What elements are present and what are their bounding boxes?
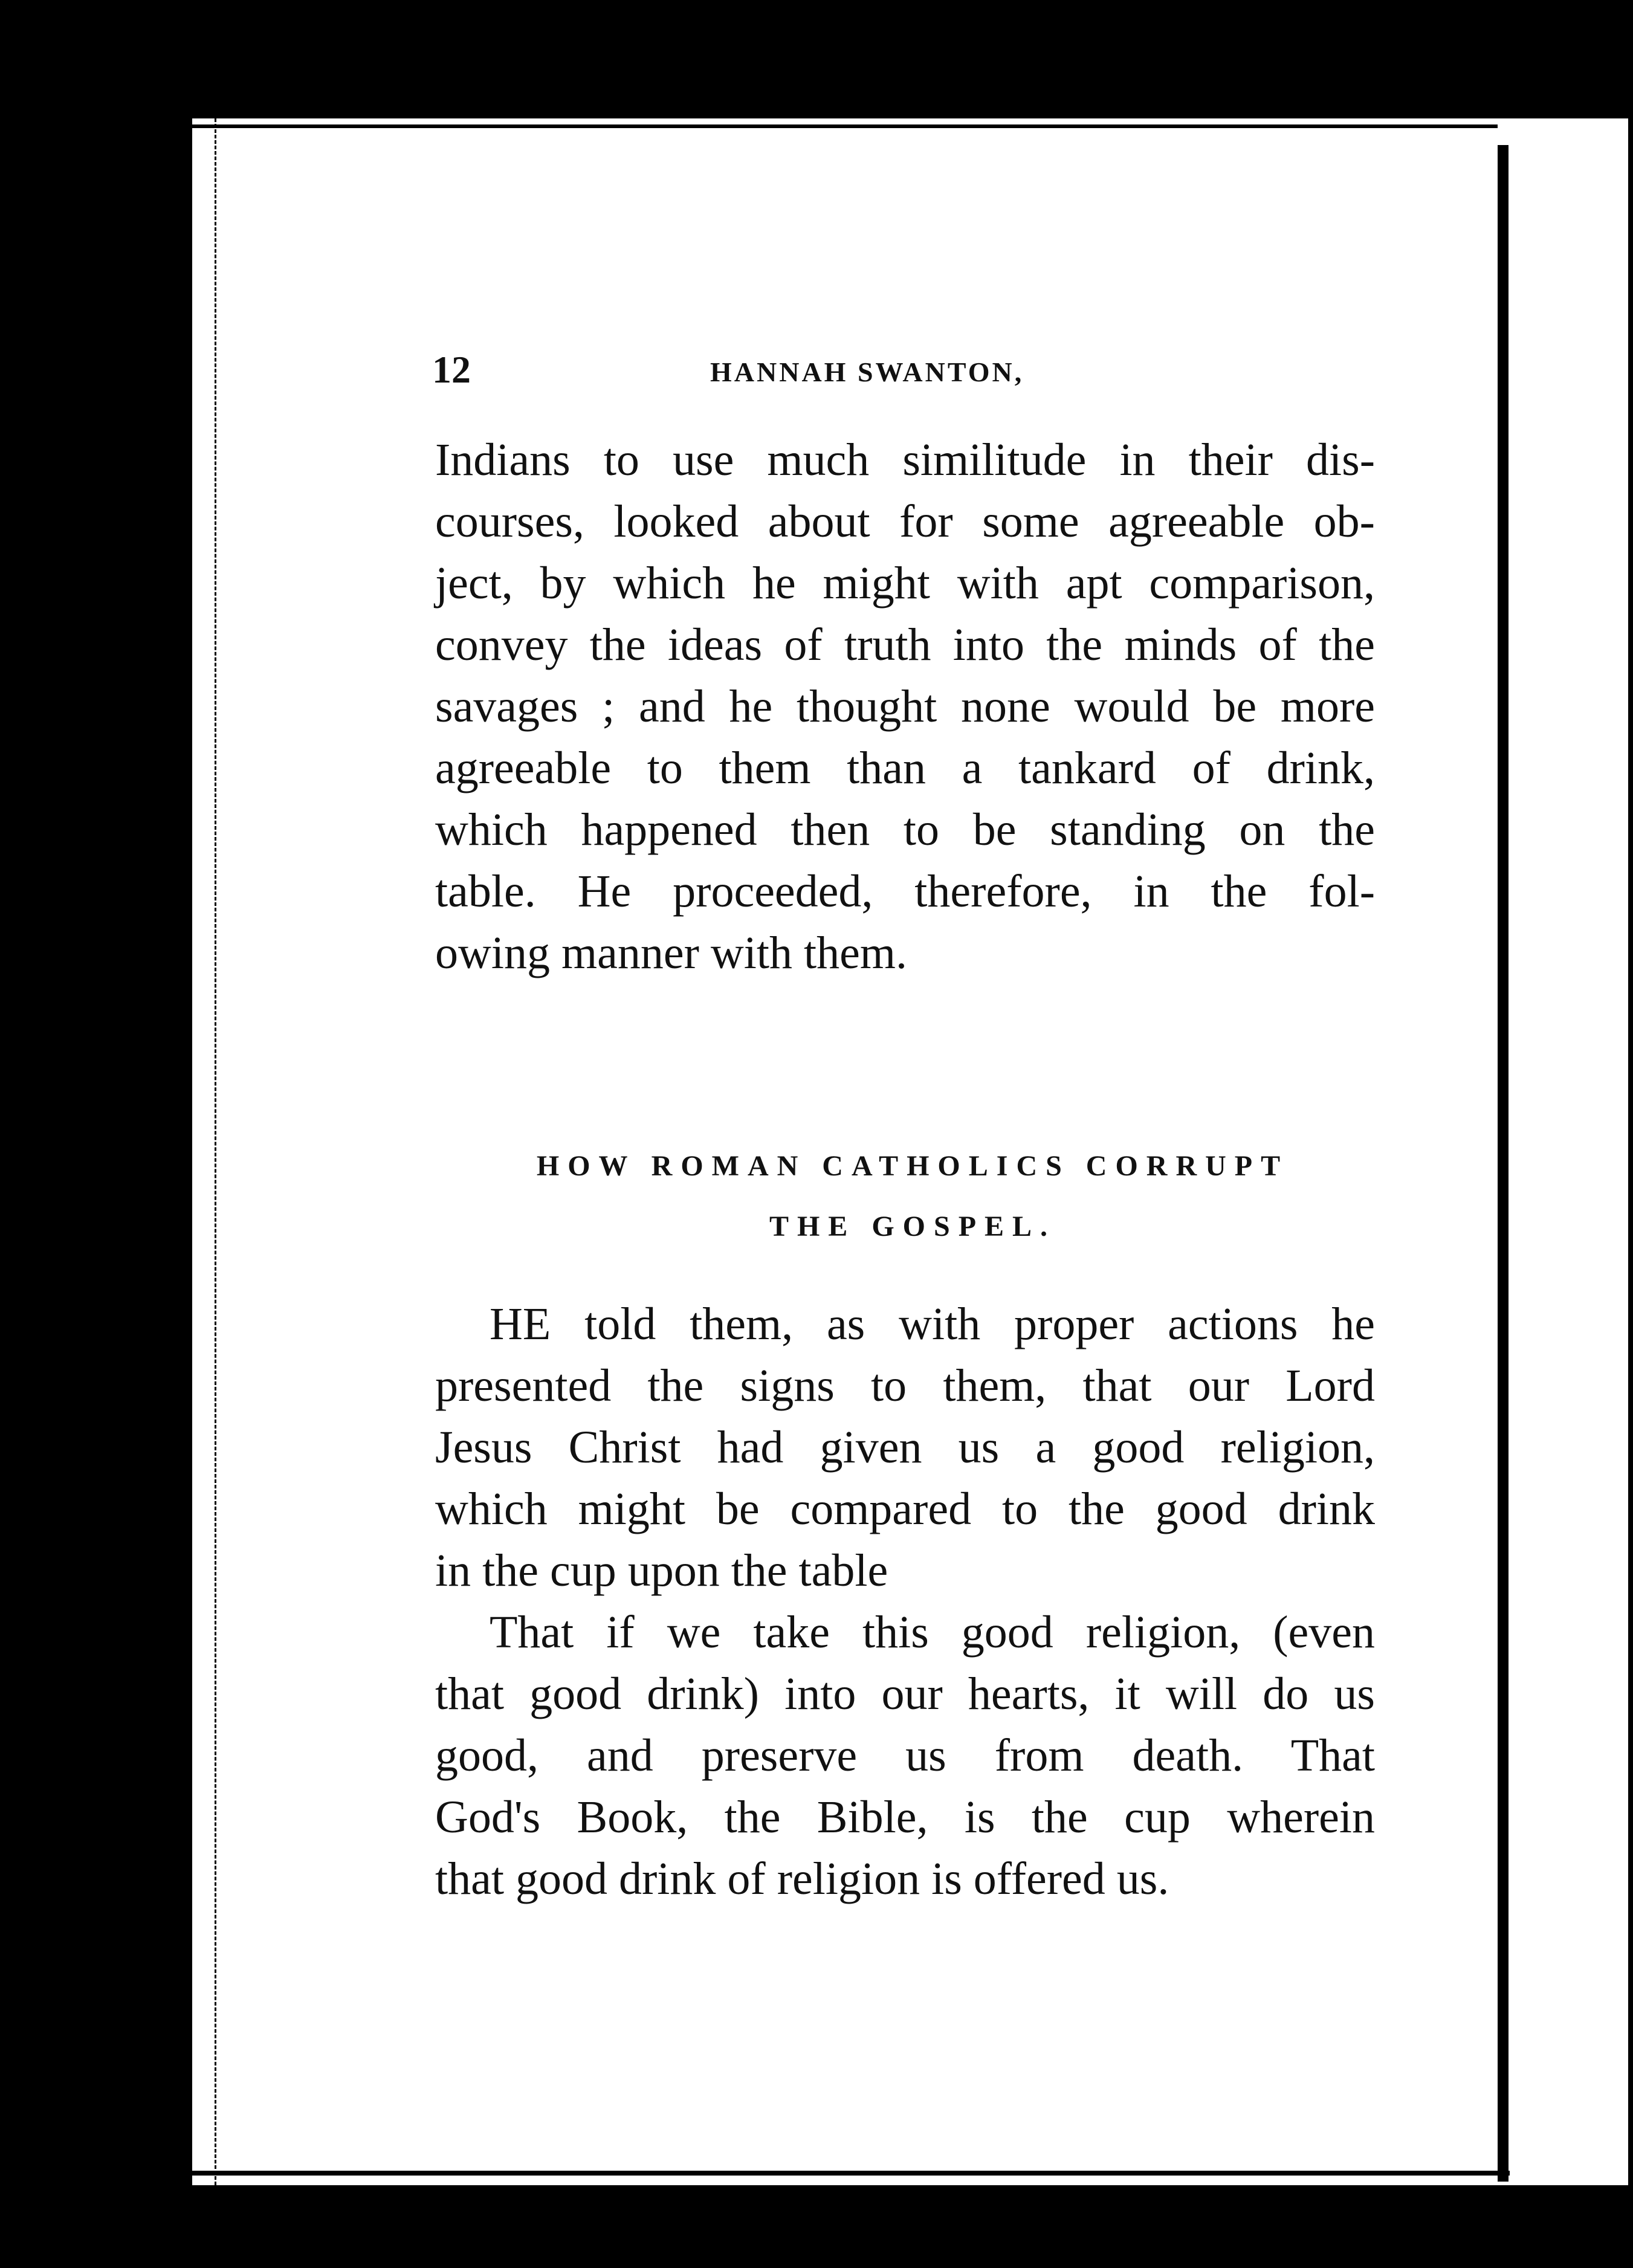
- text-line: courses, looked about for some agreeable ob-: [435, 496, 1375, 547]
- running-header: [432, 347, 1387, 402]
- right-margin: [1507, 118, 1628, 2185]
- text-line: that good drink) into our hearts, it will do us: [435, 1669, 1375, 1719]
- page-number: 12: [432, 348, 471, 391]
- page-fore-edge: [1498, 145, 1509, 2182]
- text-line: That if we take this good religion, (even: [490, 1607, 1375, 1658]
- text-line: HE told them, as with proper actions he: [490, 1299, 1375, 1349]
- bottom-edge: [192, 2171, 1510, 2176]
- text-line: good, and preserve us from death. That: [435, 1730, 1375, 1781]
- paragraphs-2-3: [435, 1293, 1375, 1910]
- text-line: which happened then to be standing on the: [435, 804, 1375, 855]
- text-line: Indians to use much similitude in their dis-: [435, 435, 1375, 485]
- text-line: in the cup upon the table: [435, 1545, 888, 1596]
- paragraph-1: [435, 429, 1375, 984]
- text-line: presented the signs to them, that our Lord: [435, 1360, 1375, 1411]
- running-head: HANNAH SWANTON,: [710, 357, 1024, 387]
- text-line: owing manner with them.: [435, 928, 907, 978]
- text-line: which might be compared to the good drink: [435, 1484, 1375, 1534]
- heading-line: THE GOSPEL.: [769, 1210, 1056, 1242]
- text-line: convey the ideas of truth into the minds of the: [435, 619, 1375, 670]
- binding-edge: [192, 118, 216, 2185]
- text-line: table. He proceeded, therefore, in the fol-: [435, 866, 1375, 917]
- text-line: ject, by which he might with apt comparison,: [435, 558, 1375, 609]
- text-line: agreeable to them than a tankard of drink,: [435, 743, 1375, 793]
- top-edge: [192, 124, 1498, 128]
- text-line: Jesus Christ had given us a good religion,: [435, 1422, 1375, 1473]
- section-heading: [459, 1136, 1366, 1257]
- text-line: savages ; and he thought none would be more: [435, 681, 1375, 732]
- heading-line: HOW ROMAN CATHOLICS CORRUPT: [536, 1150, 1289, 1182]
- text-line: that good drink of religion is offered us.: [435, 1853, 1169, 1904]
- text-line: God's Book, the Bible, is the cup wherein: [435, 1792, 1375, 1843]
